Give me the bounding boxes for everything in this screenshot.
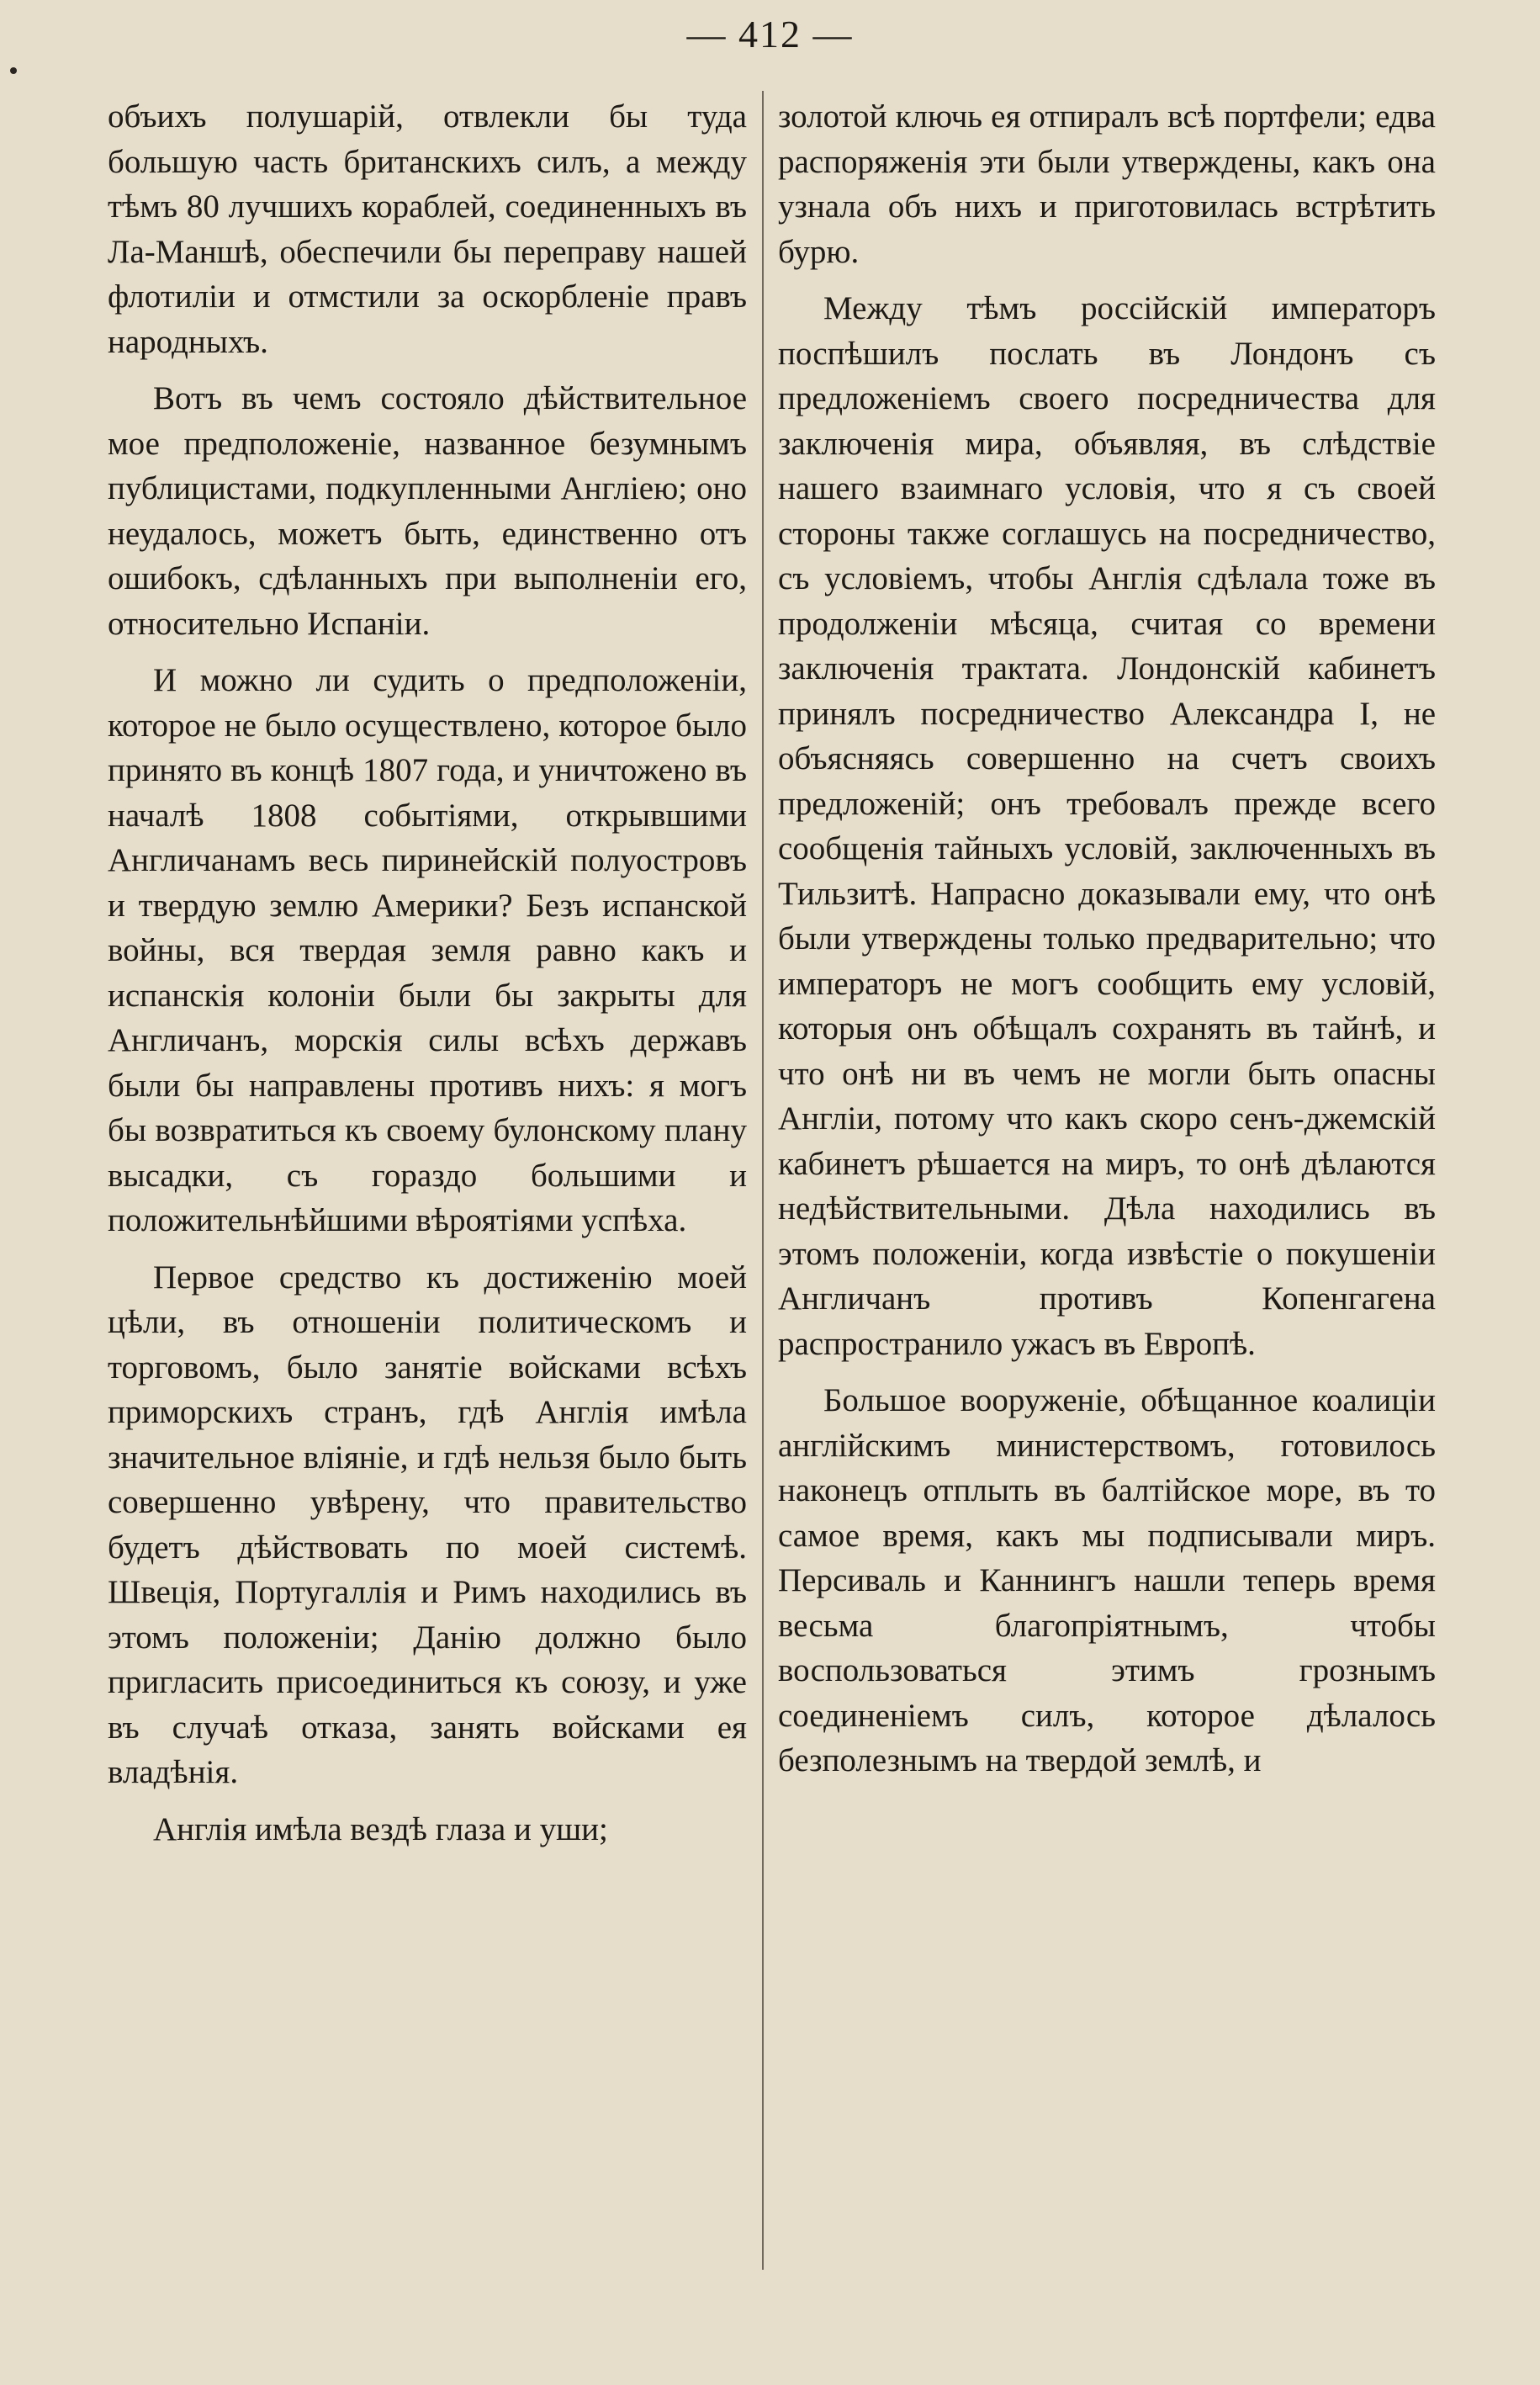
left-paragraph-5: Англія имѣла вездѣ глаза и уши; (153, 1810, 608, 1847)
right-paragraph-1: золотой ключь ея отпиралъ всѣ портфели; едва распоряженія эти были утверждены, какъ она узнала объ нихъ и приготовилась встрѣтить бурю. (778, 98, 1436, 270)
right-paragraph-2: Между тѣмъ россійскій императоръ поспѣшилъ послать въ Лондонъ съ предложеніемъ своего посредничества для заключенія мира, объявляя, въ слѣдствіе нашего взаимнаго условія, что я съ своей стороны также соглашусь на посредничество, съ условіемъ, чтобы Англія сдѣлала тоже въ продолженіи мѣсяца, считая со времени заключенія трактата. Лондонскій кабинетъ принялъ посредничество Александра I, не объясняясь совершенно на счетъ своихъ предложеній; онъ требовалъ прежде всего сообщенія тайныхъ условій, заключенныхъ въ Тильзитѣ. Напрасно доказывали ему, что онѣ были утверждены только предварительно; что императоръ не могъ сообщить ему условій, которыя онъ обѣщалъ сохранять въ тайнѣ, и что онѣ ни въ чемъ не могли быть опасны Англіи, потому что какъ скоро сенъ-джемскій кабинетъ рѣшается на миръ, то онѣ дѣлаются недѣйствительными. Дѣла находились въ этомъ положеніи, когда извѣстіе о покушеніи Англичанъ противъ Копенгагена распространило ужасъ въ Европѣ. (778, 290, 1436, 1362)
right-column (778, 94, 1436, 1795)
left-paragraph-4: Первое средство къ достиженію моей цѣли, въ отношеніи политическомъ и торговомъ, было занятіе войсками всѣхъ приморскихъ странъ, гдѣ Англія имѣла значительное вліяніе, и гдѣ нельзя было быть совершенно увѣрену, что правительство будетъ дѣйствовать по моей системѣ. Швеція, Португаллія и Римъ находились въ этомъ положеніи; Данію должно было пригласить присоединиться къ союзу, и уже въ случаѣ отказа, занять войсками ея владѣнія. (108, 1259, 747, 1790)
page-number: — 412 — (686, 13, 854, 56)
margin-mark (10, 67, 17, 74)
left-paragraph-3: И можно ли судить о предположеніи, которое не было осуществлено, которое было принято въ концѣ 1807 года, и уничтожено въ началѣ 1808 событіями, открывшими Англичанамъ весь пиринейскій полуостровъ и твердую землю Америки? Безъ испанской войны, вся твердая земля равно какъ и испанскія колоніи были бы закрыты для Англичанъ, морскія силы всѣхъ державъ были бы направлены противъ нихъ: я могъ бы возвратиться къ своему булонскому плану высадки, съ гораздо большими и положительнѣйшими вѣроятіями успѣха. (108, 662, 747, 1238)
column-divider (762, 91, 764, 2270)
left-paragraph-2: Вотъ въ чемъ состояло дѣйствительное мое предположеніе, названное безумнымъ публицистами, подкупленными Англіею; оно неудалось, можетъ быть, единственно отъ ошибокъ, сдѣланныхъ при выполненіи его, относительно Испаніи. (108, 380, 747, 642)
left-paragraph-1: объихъ полушарій, отвлекли бы туда большую часть британскихъ силъ, а между тѣмъ 80 лучшихъ кораблей, соединенныхъ въ Ла-Маншѣ, обеспечили бы переправу нашей флотиліи и отмстили за оскорбленіе правъ народныхъ. (108, 98, 747, 360)
left-column (108, 94, 747, 1863)
right-paragraph-3: Большое вооруженіе, обѣщанное коалиціи англійскимъ министерствомъ, готовилось наконецъ отплыть въ балтійское море, въ то самое время, какъ мы подписывали миръ. Персиваль и Каннингъ нашли теперь время весьма благопріятнымъ, чтобы воспользоваться этимъ грознымъ соединеніемъ силъ, которое дѣлалось безполезнымъ на твердой землѣ, и (778, 1382, 1436, 1778)
